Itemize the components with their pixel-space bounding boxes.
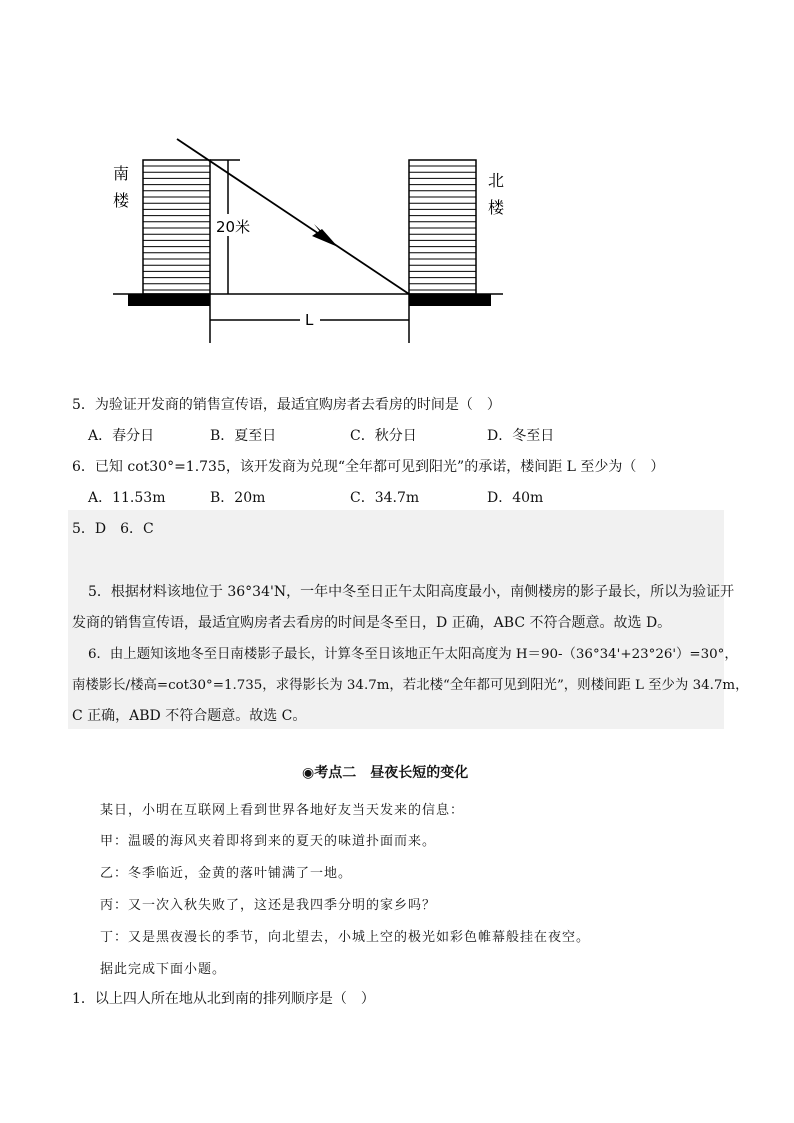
question-6-option-d: D．40m <box>487 490 544 506</box>
question-5-option-a: A．春分日 <box>88 428 155 444</box>
question-6-option-c: C．34.7m <box>350 490 420 506</box>
explanation-6-line-2: 南楼影长/楼高=cot30°=1.735，求得影长为 34.7m，若北楼“全年都可见到阳光”，则楼间距 L 至少为 34.7m， <box>72 678 749 693</box>
explanation-5-line-1: 5．根据材料该地位于 36°34'N，一年中冬至日正午太阳高度最小，南侧楼房的影子最长，所以为验证开 <box>88 584 735 600</box>
south-building-label-1: 南 <box>113 164 130 183</box>
question-6-option-a: A．11.53m <box>88 490 166 506</box>
material-intro: 某日，小明在互联网上看到世界各地好友当天发来的信息： <box>100 803 465 818</box>
material-message-yi: 乙：冬季临近，金黄的落叶铺满了一地。 <box>100 866 353 881</box>
south-foundation <box>128 294 210 306</box>
south-building <box>143 160 210 294</box>
section-title: ◉考点二 昼夜长短的变化 <box>302 765 469 781</box>
material-message-ding: 丁：又是黑夜漫长的季节，向北望去，小城上空的极光如彩色帷幕般挂在夜空。 <box>100 930 591 945</box>
north-foundation <box>409 294 491 306</box>
distance-label: L <box>305 311 314 329</box>
explanation-5-line-2: 发商的销售宣传语，最适宜购房者去看房的时间是冬至日，D 正确，ABC 不符合题意。故选 D。 <box>72 615 672 631</box>
explanation-6-line-1: 6．由上题知该地冬至日南楼影子最长，计算冬至日该地正午太阳高度为 H＝90-（36°34'+23°26'）=30°， <box>88 647 738 662</box>
building-shadow-diagram <box>0 0 794 360</box>
north-building-label-2: 楼 <box>488 198 505 217</box>
explanation-6-line-3: C 正确，ABD 不符合题意。故选 C。 <box>72 708 307 724</box>
south-building-label-2: 楼 <box>113 191 130 210</box>
question-1-stem: 1．以上四人所在地从北到南的排列顺序是（ ） <box>72 991 375 1007</box>
material-outro: 据此完成下面小题。 <box>100 962 227 977</box>
material-message-bing: 丙：又一次入秋失败了，这还是我四季分明的家乡吗？ <box>100 898 437 913</box>
answer-key: 5．D 6．C <box>72 521 154 537</box>
question-6-option-b: B．20m <box>210 490 266 506</box>
material-message-jia: 甲：温暖的海风夹着即将到来的夏天的味道扑面而来。 <box>100 834 437 849</box>
question-5-option-b: B．夏至日 <box>210 428 277 444</box>
north-building-label-1: 北 <box>488 171 505 190</box>
height-label: 20米 <box>216 218 251 236</box>
question-5-option-c: C．秋分日 <box>350 428 417 444</box>
question-5-stem: 5．为验证开发商的销售宣传语，最适宜购房者去看房的时间是（ ） <box>72 397 501 413</box>
sun-ray <box>177 139 409 294</box>
question-5-option-d: D．冬至日 <box>487 428 555 444</box>
question-6-stem: 6．已知 cot30°=1.735，该开发商为兑现“全年都可见到阳光”的承诺，楼间距 L 至少为（ ） <box>72 459 665 475</box>
north-building <box>409 160 476 294</box>
